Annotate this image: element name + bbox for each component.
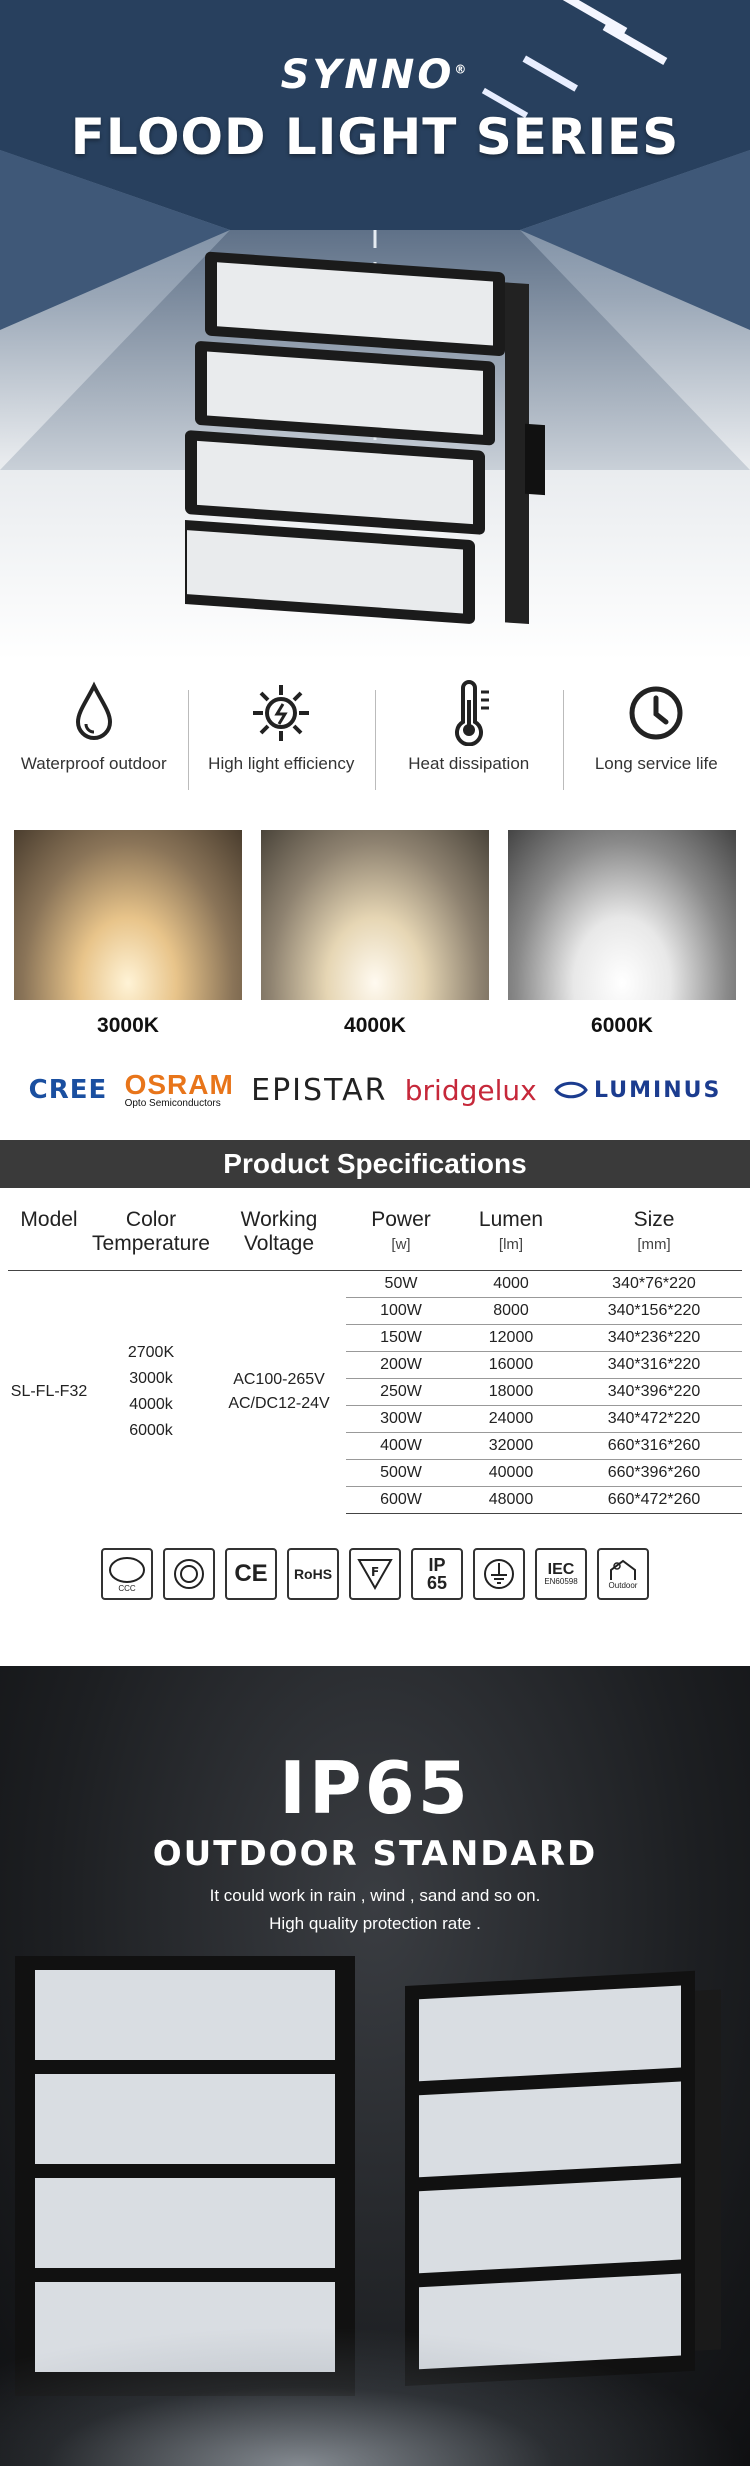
temp-sample-6000k: [508, 830, 736, 1038]
hero-title: FLOOD LIGHT SERIES: [0, 108, 750, 166]
spec-section-title: Product Specifications: [0, 1140, 750, 1188]
col-header-color-temp: Color Temperature: [90, 1208, 212, 1270]
light-swatch-image: [14, 830, 242, 1000]
power-cell: 400W: [346, 1432, 456, 1459]
temp-sample-4000k: [261, 830, 489, 1038]
ce-cert-icon: CE: [225, 1548, 277, 1600]
lumen-cell: 16000: [456, 1351, 566, 1378]
ip65-banner: [0, 1666, 750, 2466]
feature-label: Waterproof outdoor: [21, 754, 167, 774]
power-cell: 500W: [346, 1459, 456, 1486]
col-header-voltage: Working Voltage: [212, 1208, 346, 1270]
thermometer-icon: [439, 680, 499, 746]
feature-list: [0, 660, 750, 800]
power-cell: 600W: [346, 1486, 456, 1513]
size-cell: 340*472*220: [566, 1405, 742, 1432]
sun-gear-icon: [251, 680, 311, 746]
temp-label: 6000K: [508, 1014, 736, 1038]
outdoor-cert-icon: Outdoor: [597, 1548, 649, 1600]
lumen-cell: 48000: [456, 1486, 566, 1513]
f-mark-cert-icon: [349, 1548, 401, 1600]
feature-label: High light efficiency: [208, 754, 354, 774]
svg-text:F: F: [371, 1565, 379, 1579]
lumen-cell: 8000: [456, 1297, 566, 1324]
power-cell: 100W: [346, 1297, 456, 1324]
feature-efficiency: [188, 680, 376, 800]
spec-table: [8, 1208, 742, 1514]
col-header-power: Power [w]: [346, 1208, 456, 1270]
power-cell: 200W: [346, 1351, 456, 1378]
size-cell: 340*156*220: [566, 1297, 742, 1324]
cree-logo: CREE: [29, 1075, 108, 1105]
luminus-logo: LUMINUS: [554, 1078, 721, 1103]
bridgelux-logo: bridgelux: [405, 1074, 537, 1107]
col-header-size: Size [mm]: [566, 1208, 742, 1270]
color-temperature-samples: [0, 830, 750, 1038]
power-cell: 50W: [346, 1270, 456, 1297]
temp-label: 3000K: [14, 1014, 242, 1038]
lumen-cell: 12000: [456, 1324, 566, 1351]
col-header-lumen: Lumen [lm]: [456, 1208, 566, 1270]
table-row: [8, 1270, 742, 1297]
clock-icon: [626, 680, 686, 746]
iso-cert-icon: [163, 1548, 215, 1600]
hero-banner: [0, 0, 750, 660]
brand-logo: SYNNO®: [0, 52, 750, 98]
feature-label: Long service life: [595, 754, 718, 774]
lumen-cell: 4000: [456, 1270, 566, 1297]
feature-waterproof: [0, 680, 188, 800]
size-cell: 340*76*220: [566, 1270, 742, 1297]
flood-light-product-image: [185, 250, 565, 650]
ccc-cert-icon: CCC: [101, 1548, 153, 1600]
model-cell: SL-FL-F32: [8, 1270, 90, 1513]
ip65-title: IP65: [0, 1746, 750, 1830]
size-cell: 660*316*260: [566, 1432, 742, 1459]
osram-logo: OSRAM Opto Semiconductors: [125, 1071, 234, 1109]
water-splash: [0, 2326, 750, 2466]
ip65-cert-icon: IP 65: [411, 1548, 463, 1600]
lumen-cell: 40000: [456, 1459, 566, 1486]
ip65-subtitle: OUTDOOR STANDARD: [0, 1834, 750, 1874]
epistar-logo: EPISTAR: [251, 1073, 387, 1108]
lumen-cell: 24000: [456, 1405, 566, 1432]
certification-badges: [0, 1548, 750, 1600]
size-cell: 340*236*220: [566, 1324, 742, 1351]
size-cell: 340*396*220: [566, 1378, 742, 1405]
voltage-cell: AC100-265V AC/DC12-24V: [212, 1270, 346, 1513]
chip-brand-logos: [0, 1050, 750, 1130]
temp-label: 4000K: [261, 1014, 489, 1038]
temp-sample-3000k: [14, 830, 242, 1038]
power-cell: 300W: [346, 1405, 456, 1432]
color-temp-cell: 2700K 3000k 4000k 6000k: [90, 1270, 212, 1513]
light-swatch-image: [261, 830, 489, 1000]
feature-label: Heat dissipation: [408, 754, 529, 774]
feature-heat: [375, 680, 563, 800]
lumen-cell: 18000: [456, 1378, 566, 1405]
ip65-description-line-2: High quality protection rate .: [0, 1914, 750, 1934]
col-header-model: Model: [8, 1208, 90, 1270]
water-drop-icon: [64, 680, 124, 746]
luminus-swoosh-icon: [554, 1079, 588, 1101]
power-cell: 150W: [346, 1324, 456, 1351]
size-cell: 660*396*260: [566, 1459, 742, 1486]
lumen-cell: 32000: [456, 1432, 566, 1459]
iec-cert-icon: IEC EN60598: [535, 1548, 587, 1600]
light-swatch-image: [508, 830, 736, 1000]
size-cell: 660*472*260: [566, 1486, 742, 1513]
power-cell: 250W: [346, 1378, 456, 1405]
ip65-description-line-1: It could work in rain , wind , sand and so on.: [0, 1886, 750, 1906]
flood-light-wet-image-right: [405, 1966, 745, 2386]
feature-service-life: [563, 680, 750, 800]
size-cell: 340*316*220: [566, 1351, 742, 1378]
rohs-cert-icon: RoHS: [287, 1548, 339, 1600]
ground-cert-icon: [473, 1548, 525, 1600]
